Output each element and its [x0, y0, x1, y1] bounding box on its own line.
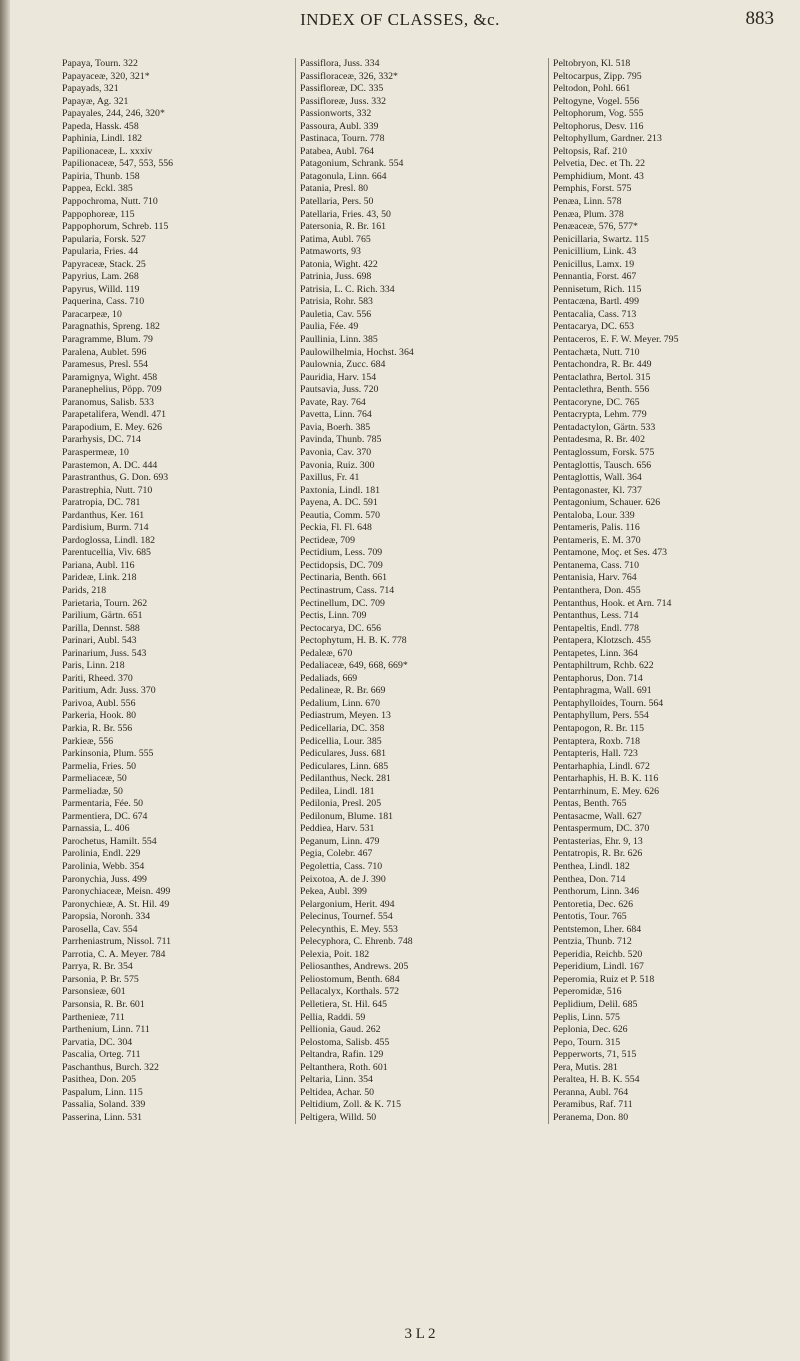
- index-entry: Pascalia, Orteg. 711: [62, 1049, 141, 1061]
- index-entry: Pedicellia, Lour. 385: [300, 735, 382, 747]
- index-entry: Pelargonium, Herit. 494: [300, 898, 395, 910]
- index-entry: Peltanthera, Roth. 601: [300, 1061, 388, 1073]
- index-entry: Parietaria, Tourn. 262: [62, 597, 148, 609]
- index-entry: Pardisium, Burm. 714: [62, 522, 149, 534]
- index-entry: Paritium, Adr. Juss. 370: [62, 685, 156, 697]
- index-entry: Pardoglossa, Lindl. 182: [62, 534, 156, 546]
- index-entry: Pentasacme, Wall. 627: [553, 810, 642, 822]
- index-entry: Papyrus, Willd. 119: [62, 283, 140, 295]
- index-column-2: [295, 58, 530, 1124]
- index-entry: Pavetta, Linn. 764: [300, 409, 372, 421]
- index-entry: Pavonia, Ruiz. 300: [300, 459, 375, 471]
- index-entry: Peplonia, Dec. 626: [553, 1024, 628, 1036]
- index-entry: Pedaliads, 669: [300, 672, 358, 684]
- index-entry: Paulia, Fée. 49: [300, 321, 359, 333]
- index-entry: Parapodium, E. Mey. 626: [62, 421, 163, 433]
- index-entry: Pentaclethra, Benth. 556: [553, 384, 650, 396]
- signature-mark: 3 L 2: [404, 1326, 436, 1342]
- index-entry: Patania, Presl. 80: [300, 183, 369, 195]
- index-entry: Pentapetes, Linn. 364: [553, 647, 638, 659]
- index-entry: Pentacalia, Cass. 713: [553, 308, 637, 320]
- index-entry: Pentagonium, Schauer. 626: [553, 497, 661, 509]
- index-entry: Paulownia, Zucc. 684: [300, 359, 386, 371]
- index-entry: Parmeliadæ, 50: [62, 785, 123, 797]
- index-entry: Parthenieæ, 711: [62, 1011, 125, 1023]
- index-entry: Pedalineæ, R. Br. 669: [300, 685, 386, 697]
- index-entry: Parmentiera, DC. 674: [62, 810, 148, 822]
- index-entry: Patmaworts, 93: [300, 246, 361, 258]
- index-entry: Pentoretia, Dec. 626: [553, 898, 633, 910]
- index-entry: Patellaria, Fries. 43, 50: [300, 208, 391, 220]
- index-entry: Pentanema, Cass. 710: [553, 559, 639, 571]
- index-entry: Passoura, Aubl. 339: [300, 120, 379, 132]
- index-entry: Pentatropis, R. Br. 626: [553, 848, 643, 860]
- index-entry: Pentaphorus, Don. 714: [553, 672, 643, 684]
- index-entry: Pedicellaria, DC. 358: [300, 722, 385, 734]
- index-entry: Paquerina, Cass. 710: [62, 296, 145, 308]
- index-entry: Pegolettia, Cass. 710: [300, 861, 383, 872]
- index-entry: Pepo, Tourn. 315: [553, 1036, 621, 1048]
- index-entry: Pectophytum, H. B. K. 778: [300, 635, 407, 647]
- index-entry: Pentapera, Klotzsch. 455: [553, 635, 651, 647]
- index-entry: Peltophyllum, Gardner. 213: [553, 133, 662, 145]
- index-entry: Peltocarpus, Zipp. 795: [553, 70, 642, 82]
- index-entry: Parideæ, Link. 218: [62, 572, 137, 584]
- index-entry: Paramignya, Wight. 458: [62, 371, 158, 383]
- index-entry: Pentaceros, E. F. W. Meyer. 795: [553, 334, 679, 346]
- index-entry: Paulowilhelmia, Hochst. 364: [300, 346, 414, 358]
- index-entry: Papeda, Hassk. 458: [62, 120, 139, 132]
- index-entry: Pectinastrum, Cass. 714: [300, 584, 395, 596]
- index-entry: Penæaceæ, 576, 577*: [553, 221, 638, 233]
- index-entry: Parsonsia, R. Br. 601: [62, 999, 145, 1011]
- index-entry: Pentadactylon, Gärtn. 533: [553, 421, 656, 433]
- index-entry: Paramesus, Presl. 554: [62, 359, 148, 371]
- index-entry: Pappochroma, Nutt. 710: [62, 196, 158, 208]
- index-entry: Pentaptera, Roxb. 718: [553, 735, 641, 747]
- index-entry: Pentarhaphia, Lindl. 672: [553, 760, 650, 772]
- index-entry: Parthenium, Linn. 711: [62, 1024, 150, 1036]
- index-entry: Peltopsis, Raf. 210: [553, 145, 628, 157]
- index-entry: Pentarrhinum, E. Mey. 626: [553, 785, 660, 797]
- index-entry: Parkinsonia, Plum. 555: [62, 748, 154, 760]
- index-entry: Parkia, R. Br. 556: [62, 722, 133, 734]
- index-entry: Peperomidæ, 516: [553, 986, 622, 998]
- index-entry: Pentaglottis, Wall. 364: [553, 472, 642, 484]
- index-entry: Pararhysis, DC. 714: [62, 434, 141, 446]
- index-entry: Pentzia, Thunb. 712: [553, 936, 632, 948]
- index-entry: Pelecinus, Tournef. 554: [300, 911, 393, 923]
- index-entry: Papilionaceæ, L. xxxiv: [62, 145, 153, 157]
- index-entry: Peautia, Comm. 570: [300, 509, 381, 521]
- index-entry: Pelletiera, St. Hil. 645: [300, 999, 388, 1011]
- index-entry: Peltophorus, Desv. 116: [553, 120, 644, 132]
- index-columns: [0, 58, 800, 1348]
- index-entry: Peliosanthes, Andrews. 205: [300, 961, 409, 973]
- index-entry: Pentaclathra, Bertol. 315: [553, 371, 651, 383]
- index-entry: Pentaphylloides, Tourn. 564: [553, 697, 664, 709]
- index-entry: Peckia, Fl. Fl. 648: [300, 522, 372, 534]
- index-entry: Peganum, Linn. 479: [300, 835, 380, 847]
- index-entry: Parolinia, Webb. 354: [62, 861, 145, 872]
- index-entry: Pemphis, Forst. 575: [553, 183, 632, 195]
- index-entry: Paratropia, DC. 781: [62, 497, 141, 509]
- index-entry: Pentaphyllum, Pers. 554: [553, 710, 649, 722]
- index-entry: Penæa, Plum. 378: [553, 208, 624, 220]
- index-entry: Penthea, Lindl. 182: [553, 861, 630, 872]
- index-entry: Pentanthus, Hook. et Arn. 714: [553, 597, 672, 609]
- index-entry: Papularia, Fries. 44: [62, 246, 139, 258]
- index-entry: Paracarpeæ, 10: [62, 308, 122, 320]
- index-entry: Peddiea, Harv. 531: [300, 823, 375, 835]
- index-entry: Peliostomum, Benth. 684: [300, 973, 400, 985]
- index-entry: Peramibus, Raf. 711: [553, 1099, 633, 1111]
- index-entry: Pappophoreæ, 115: [62, 208, 135, 220]
- index-entry: Paspalum, Linn. 115: [62, 1086, 143, 1098]
- index-entry: Parastemon, A. DC. 444: [62, 459, 158, 471]
- index-entry: Pelexia, Poit. 182: [300, 948, 370, 960]
- index-entry: Pentamone, Moç. et Ses. 473: [553, 547, 668, 559]
- index-entry: Paraspermeæ, 10: [62, 446, 129, 458]
- index-entry: Pedaliaceæ, 649, 668, 669*: [300, 660, 408, 672]
- index-entry: Pentaglottis, Tausch. 656: [553, 459, 652, 471]
- index-entry: Pedilanthus, Neck. 281: [300, 773, 391, 785]
- index-entry: Paphinia, Lindl. 182: [62, 133, 143, 145]
- index-entry: Pemphidium, Mont. 43: [553, 170, 644, 182]
- index-entry: Pectidium, Less. 709: [300, 547, 383, 559]
- index-column-1: [62, 58, 292, 1124]
- index-entry: Papayales, 244, 246, 320*: [62, 108, 165, 120]
- index-entry: Penicillus, Lamx. 19: [553, 258, 635, 270]
- index-entry: Pentacæna, Bartl. 499: [553, 296, 639, 308]
- index-entry: Paris, Linn. 218: [62, 660, 125, 672]
- index-entry: Pentaglossum, Forsk. 575: [553, 446, 655, 458]
- index-entry: Pennantia, Forst. 467: [553, 271, 637, 283]
- index-entry: Pepperworts, 71, 515: [553, 1049, 637, 1061]
- index-column-3: [548, 58, 783, 1124]
- index-entry: Parsonsieæ, 601: [62, 986, 126, 998]
- index-entry: Patrisia, L. C. Rich. 334: [300, 283, 395, 295]
- index-entry: Passifloreæ, DC. 335: [300, 83, 384, 95]
- index-entry: Pellacalyx, Korthals. 572: [300, 986, 400, 998]
- index-entry: Parvatia, DC. 304: [62, 1036, 133, 1048]
- index-entry: Patagonium, Schrank. 554: [300, 158, 404, 170]
- index-entry: Parmeliaceæ, 50: [62, 773, 127, 785]
- index-entry: Paralena, Aublet. 596: [62, 346, 147, 358]
- index-entry: Paronychieæ, A. St. Hil. 49: [62, 898, 170, 910]
- index-entry: Pediculares, Juss. 681: [300, 748, 386, 760]
- index-entry: Papiria, Thunb. 158: [62, 170, 140, 182]
- index-entry: Parmentaria, Fée. 50: [62, 798, 144, 810]
- index-entry: Paranephelius, Pöpp. 709: [62, 384, 162, 396]
- index-entry: Passalia, Soland. 339: [62, 1099, 146, 1111]
- index-entry: Parosella, Cav. 554: [62, 923, 138, 935]
- index-entry: Pentadesma, R. Br. 402: [553, 434, 645, 446]
- index-entry: Patellaria, Pers. 50: [300, 196, 374, 208]
- index-entry: Parsonia, P. Br. 575: [62, 973, 139, 985]
- index-entry: Payena, A. DC. 591: [300, 497, 378, 509]
- index-entry: Peltidium, Zoll. & K. 715: [300, 1099, 401, 1111]
- index-entry: Parrotia, C. A. Meyer. 784: [62, 948, 166, 960]
- page-number: 883: [745, 8, 774, 29]
- index-entry: Pappea, Eckl. 385: [62, 183, 133, 195]
- index-entry: Parkeria, Hook. 80: [62, 710, 137, 722]
- index-entry: Pentapogon, R. Br. 115: [553, 722, 645, 734]
- index-entry: Patabea, Aubl. 764: [300, 145, 375, 157]
- index-entry: Pentachondra, R. Br. 449: [553, 359, 652, 371]
- index-entry: Peltandra, Rafin. 129: [300, 1049, 384, 1061]
- index-entry: Peltogyne, Vogel. 556: [553, 95, 640, 107]
- index-entry: Pentanthus, Less. 714: [553, 610, 639, 622]
- index-entry: Papyrius, Lam. 268: [62, 271, 139, 283]
- index-entry: Pegia, Colebr. 467: [300, 848, 373, 860]
- index-entry: Parrheniastrum, Nissol. 711: [62, 936, 172, 948]
- index-entry: Pavate, Ray. 764: [300, 396, 366, 408]
- index-entry: Pariana, Aubl. 116: [62, 559, 135, 571]
- index-entry: Pelecynthis, E. Mey. 553: [300, 923, 398, 935]
- index-entry: Parolinia, Endl. 229: [62, 848, 141, 860]
- index-entry: Peperomia, Ruiz et P. 518: [553, 973, 655, 985]
- index-entry: Pentachæta, Nutt. 710: [553, 346, 640, 358]
- index-entry: Pentameris, E. M. 370: [553, 534, 641, 546]
- index-entry: Pentas, Benth. 765: [553, 798, 627, 810]
- index-entry: Pentacarya, DC. 653: [553, 321, 635, 333]
- index-entry: Patersonia, R. Br. 161: [300, 221, 386, 233]
- index-entry: Pectocarya, DC. 656: [300, 622, 382, 634]
- index-entry: Pera, Mutis. 281: [553, 1061, 618, 1073]
- index-entry: Pastinaca, Tourn. 778: [300, 133, 385, 145]
- index-entry: Paranomus, Salisb. 533: [62, 396, 154, 408]
- index-entry: Peltidea, Achar. 50: [300, 1086, 375, 1098]
- index-entry: Pedalium, Linn. 670: [300, 697, 381, 709]
- index-entry: Papyraceæ, Stack. 25: [62, 258, 146, 270]
- index-entry: Pectideæ, 709: [300, 534, 355, 546]
- index-entry: Pauridia, Harv. 154: [300, 371, 377, 383]
- index-entry: Penicillium, Link. 43: [553, 246, 637, 258]
- index-entry: Pentaphragma, Wall. 691: [553, 685, 652, 697]
- index-entry: Parids, 218: [62, 584, 107, 596]
- index-entry: Pectinellum, DC. 709: [300, 597, 385, 609]
- index-entry: Peltobryon, Kl. 518: [553, 58, 631, 69]
- index-entry: Pedilea, Lindl. 181: [300, 785, 375, 797]
- index-entry: Passionworts, 332: [300, 108, 372, 120]
- index-entry: Pelecyphora, C. Ehrenb. 748: [300, 936, 413, 948]
- index-entry: Pectidopsis, DC. 709: [300, 559, 383, 571]
- index-entry: Paragnathis, Spreng. 182: [62, 321, 160, 333]
- index-entry: Parentucellia, Viv. 685: [62, 547, 151, 559]
- index-entry: Paragramme, Blum. 79: [62, 334, 153, 346]
- index-entry: Peperidium, Lindl. 167: [553, 961, 644, 973]
- index-entry: Pentarhaphis, H. B. K. 116: [553, 773, 659, 785]
- index-entry: Pavinda, Thunb. 785: [300, 434, 382, 446]
- index-entry: Pentaspermum, DC. 370: [553, 823, 650, 835]
- index-entry: Pentotis, Tour. 765: [553, 911, 627, 923]
- index-entry: Peltaria, Linn. 354: [300, 1074, 373, 1086]
- index-entry: Parmelia, Fries. 50: [62, 760, 137, 772]
- index-entry: Penthorum, Linn. 346: [553, 886, 639, 898]
- index-entry: Peraltea, H. B. K. 554: [553, 1074, 640, 1086]
- index-entry: Parochetus, Hamilt. 554: [62, 835, 157, 847]
- index-entry: Patrisia, Rohr. 583: [300, 296, 373, 308]
- index-entry: Pentacrypta, Lehm. 779: [553, 409, 647, 421]
- index-entry: Pentaloba, Lour. 339: [553, 509, 635, 521]
- index-entry: Pentasterias, Ehr. 9, 13: [553, 835, 643, 847]
- index-entry: Peplis, Linn. 575: [553, 1011, 620, 1023]
- index-entry: Pentacoryne, DC. 765: [553, 396, 640, 408]
- index-entry: Paronychia, Juss. 499: [62, 873, 147, 885]
- index-entry: Parilla, Dennst. 588: [62, 622, 140, 634]
- index-entry: Pelvetia, Dec. et Th. 22: [553, 158, 646, 170]
- index-entry: Peranna, Aubl. 764: [553, 1086, 629, 1098]
- index-entry: Parilium, Gärtn. 651: [62, 610, 143, 622]
- index-entry: Parapetalifera, Wendl. 471: [62, 409, 167, 421]
- index-entry: Paxtonia, Lindl. 181: [300, 484, 381, 496]
- index-entry: Papayads, 321: [62, 83, 119, 95]
- index-entry: Parivoa, Aubl. 556: [62, 697, 136, 709]
- index-entry: Parinari, Aubl. 543: [62, 635, 137, 647]
- index-entry: Parinarium, Juss. 543: [62, 647, 147, 659]
- index-entry: Peperidia, Reichb. 520: [553, 948, 643, 960]
- index-entry: Pectinaria, Benth. 661: [300, 572, 388, 584]
- index-entry: Pariti, Rheed. 370: [62, 672, 133, 684]
- index-entry: Patrinia, Juss. 698: [300, 271, 372, 283]
- index-entry: Papaya, Tourn. 322: [62, 58, 138, 69]
- index-entry: Paullinia, Linn. 385: [300, 334, 378, 346]
- index-entry: Pavia, Boerh. 385: [300, 421, 371, 433]
- index-entry: Passifloraceæ, 326, 332*: [300, 70, 398, 82]
- index-entry: Papilionaceæ, 547, 553, 556: [62, 158, 174, 170]
- index-entry: Parastrephia, Nutt. 710: [62, 484, 153, 496]
- index-entry: Penicillaria, Swartz. 115: [553, 233, 649, 245]
- index-entry: Pentaphiltrum, Rchb. 622: [553, 660, 654, 672]
- index-entry: Passerina, Linn. 531: [62, 1111, 142, 1123]
- index-entry: Pediastrum, Meyen. 13: [300, 710, 391, 722]
- index-entry: Passiflora, Juss. 334: [300, 58, 380, 69]
- index-entry: Pasithea, Don. 205: [62, 1074, 137, 1086]
- index-entry: Peranema, Don. 80: [553, 1111, 629, 1123]
- index-entry: Pelostoma, Salisb. 455: [300, 1036, 390, 1048]
- index-entry: Parnassia, L. 406: [62, 823, 130, 835]
- index-entry: Peixotoa, A. de J. 390: [300, 873, 386, 885]
- index-entry: Pekea, Aubl. 399: [300, 886, 367, 898]
- index-entry: Patima, Aubl. 765: [300, 233, 371, 245]
- index-entry: Pellia, Raddi. 59: [300, 1011, 366, 1023]
- running-title: INDEX OF CLASSES, &c.: [300, 10, 500, 29]
- index-entry: Pentstemon, Lher. 684: [553, 923, 642, 935]
- index-entry: Paropsia, Noronh. 334: [62, 911, 151, 923]
- index-entry: Pavonia, Cav. 370: [300, 446, 372, 458]
- index-entry: Pentapeltis, Endl. 778: [553, 622, 639, 634]
- index-entry: Passifloreæ, Juss. 332: [300, 95, 387, 107]
- index-entry: Paschanthus, Burch. 322: [62, 1061, 159, 1073]
- index-entry: Pennisetum, Rich. 115: [553, 283, 642, 295]
- index-entry: Pauletia, Cav. 556: [300, 308, 372, 320]
- index-entry: Peltodon, Pohl. 661: [553, 83, 631, 95]
- index-entry: Pentanthera, Don. 455: [553, 584, 641, 596]
- index-entry: Patagonula, Linn. 664: [300, 170, 387, 182]
- index-entry: Pardanthus, Ker. 161: [62, 509, 145, 521]
- index-entry: Pectis, Linn. 709: [300, 610, 367, 622]
- page-header: [0, 6, 800, 42]
- index-entry: Parkieæ, 556: [62, 735, 114, 747]
- index-entry: Patonia, Wight. 422: [300, 258, 378, 270]
- index-entry: Pedilonia, Presl. 205: [300, 798, 382, 810]
- index-entry: Peltophorum, Vog. 555: [553, 108, 644, 120]
- index-entry: Pedaleæ, 670: [300, 647, 353, 659]
- index-entry: Peltigera, Willd. 50: [300, 1111, 377, 1123]
- index-entry: Pedilonum, Blume. 181: [300, 810, 394, 822]
- index-entry: Parrya, R. Br. 354: [62, 961, 133, 973]
- index-entry: Papayaceæ, 320, 321*: [62, 70, 150, 82]
- index-entry: Pentameris, Palis. 116: [553, 522, 640, 534]
- index-entry: Penthea, Don. 714: [553, 873, 626, 885]
- index-entry: Penæa, Linn. 578: [553, 196, 622, 208]
- index-entry: Pautsavia, Juss. 720: [300, 384, 379, 396]
- index-entry: Peplidium, Delil. 685: [553, 999, 638, 1011]
- index-entry: Pentapteris, Hall. 723: [553, 748, 638, 760]
- index-entry: Parastranthus, G. Don. 693: [62, 472, 169, 484]
- index-entry: Pediculares, Linn. 685: [300, 760, 389, 772]
- index-entry: Papularia, Forsk. 527: [62, 233, 146, 245]
- index-entry: Pellionia, Gaud. 262: [300, 1024, 381, 1036]
- index-entry: Paxillus, Fr. 41: [300, 472, 360, 484]
- index-entry: Pentagonaster, Kl. 737: [553, 484, 642, 496]
- index-entry: Pentanisia, Harv. 764: [553, 572, 637, 584]
- index-entry: Pappophorum, Schreb. 115: [62, 221, 169, 233]
- index-entry: Papayæ, Ag. 321: [62, 95, 129, 107]
- index-entry: Paronychiaceæ, Meisn. 499: [62, 886, 171, 898]
